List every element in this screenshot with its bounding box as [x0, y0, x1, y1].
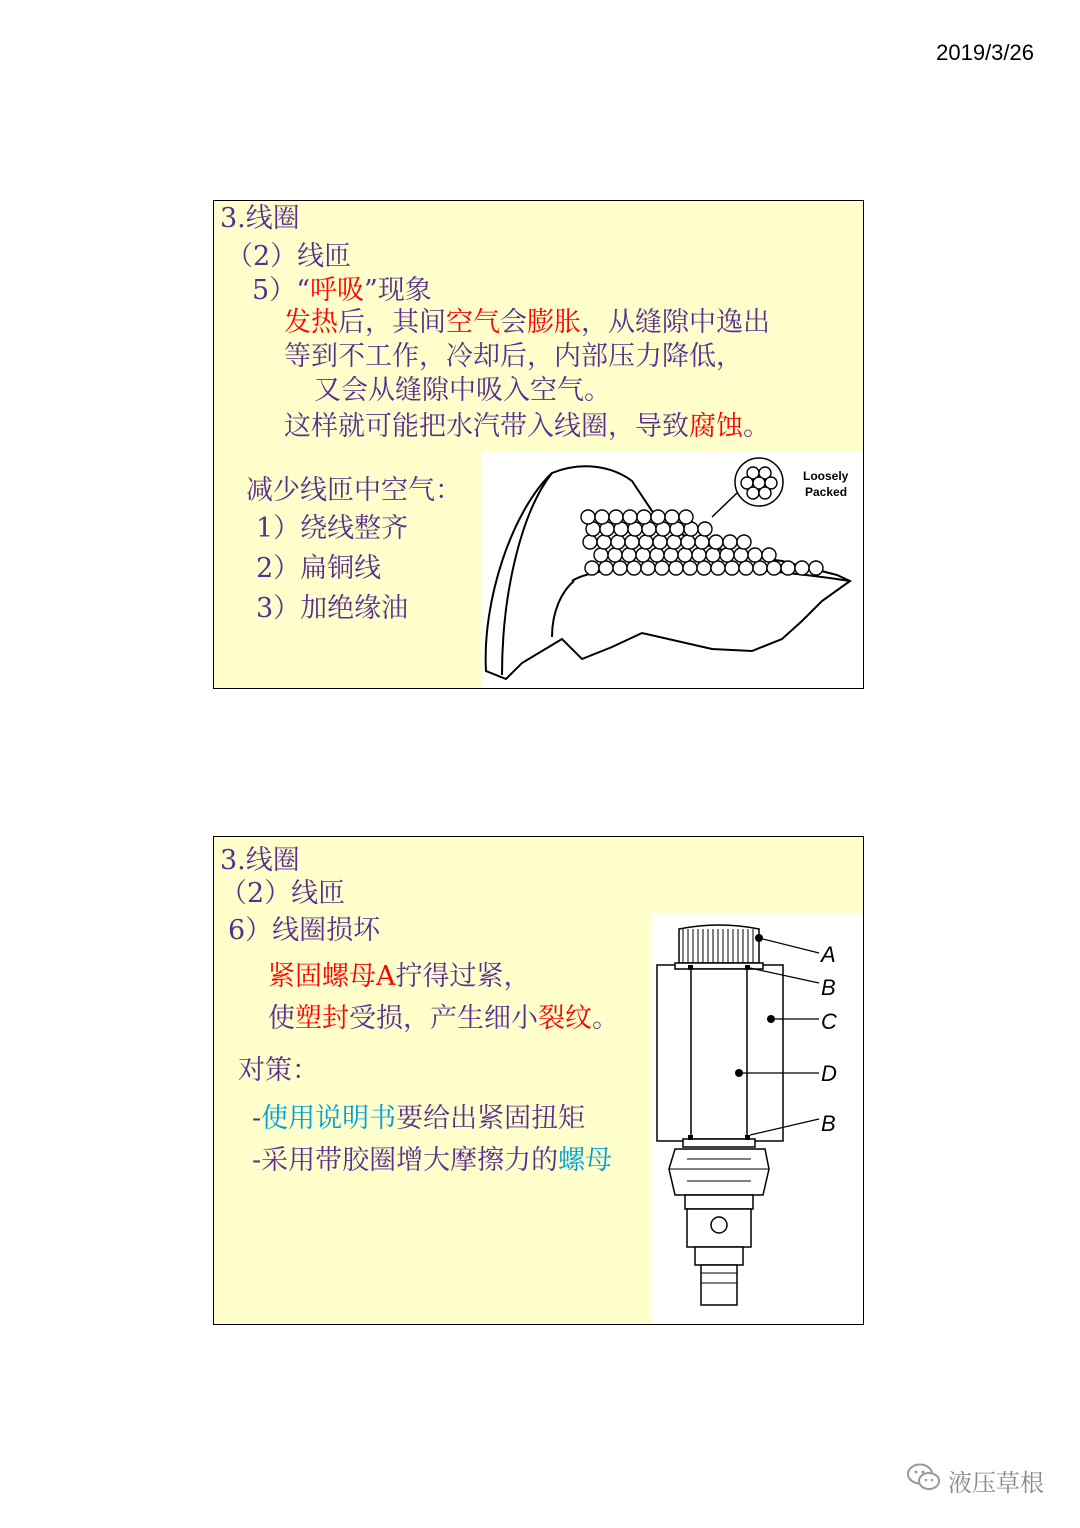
wire-strand — [608, 548, 622, 562]
wire-strand — [698, 522, 712, 536]
label-b-lower: B — [821, 1111, 836, 1136]
wire-strand — [651, 510, 665, 524]
text-line: 等到不工作，冷却后，内部压力降低， — [284, 341, 743, 372]
label-a: A — [821, 942, 836, 967]
label-b: B — [821, 975, 836, 1000]
wire-strand — [709, 535, 723, 549]
watermark — [906, 1462, 1044, 1498]
measure-item: -采用带胶圈增大摩擦力的螺母 — [252, 1145, 613, 1176]
wire-strand — [650, 548, 664, 562]
wire-strand — [711, 561, 725, 575]
wire-strand — [581, 510, 595, 524]
wire-strand — [625, 535, 639, 549]
wire-strand — [681, 535, 695, 549]
item-heading: 6）线圈损坏 — [228, 915, 381, 946]
wire-strand — [665, 510, 679, 524]
wire-strand — [809, 561, 823, 575]
slide-subtitle: （2）线匝 — [226, 241, 352, 272]
wire-strand — [641, 561, 655, 575]
wire-strand — [678, 548, 692, 562]
wire-strand — [597, 535, 611, 549]
text-line: 使塑封受损，产生细小裂纹。 — [268, 1003, 619, 1034]
list-item: 3）加绝缘油 — [256, 593, 409, 624]
list-item: 1）绕线整齐 — [256, 513, 409, 544]
reduce-title: 减少线匝中空气： — [246, 475, 462, 506]
slide-title: 3.线圈 — [220, 203, 300, 234]
wire-strand — [583, 535, 597, 549]
wire-strand — [664, 548, 678, 562]
wire-strand — [737, 535, 751, 549]
label-d: D — [821, 1061, 837, 1086]
wire-strand — [655, 561, 669, 575]
wire-strand — [613, 561, 627, 575]
wire-strand-detail — [759, 487, 771, 499]
label-c: C — [821, 1009, 837, 1034]
wire-strand — [706, 548, 720, 562]
wire-strand — [623, 510, 637, 524]
wire-strand — [795, 561, 809, 575]
coil-winding-illustration — [482, 451, 864, 689]
wire-strand — [669, 561, 683, 575]
wire-strand — [653, 535, 667, 549]
list-item: 2）扁铜线 — [256, 553, 382, 584]
wire-strand — [734, 548, 748, 562]
wire-strand — [636, 548, 650, 562]
text-line: 又会从缝隙中吸入空气。 — [314, 375, 611, 406]
wire-strand — [639, 535, 653, 549]
slide-breathing — [213, 200, 864, 689]
valve-coil-diagram — [651, 913, 864, 1325]
wire-strand — [637, 510, 651, 524]
wire-strand — [679, 510, 693, 524]
wire-strand — [609, 510, 623, 524]
slide-coil-damage — [213, 836, 864, 1325]
wire-strand — [720, 548, 734, 562]
packed-label: Packed — [805, 485, 848, 499]
watermark-text: 液压草根 — [948, 1468, 1044, 1497]
text-line: 这样就可能把水汽带入线圈，导致腐蚀。 — [284, 411, 770, 442]
wire-strand — [753, 561, 767, 575]
wire-strand — [748, 548, 762, 562]
wechat-icon — [906, 1462, 942, 1498]
wire-strand — [599, 561, 613, 575]
wire-strand — [585, 561, 599, 575]
wire-strand — [725, 561, 739, 575]
wire-strand — [692, 548, 706, 562]
item-heading: 5）“呼吸”现象 — [252, 275, 432, 306]
wire-strand — [622, 548, 636, 562]
wire-strand-detail — [747, 487, 759, 499]
wire-strand — [697, 561, 711, 575]
wire-strand — [594, 548, 608, 562]
wire-strand — [739, 561, 753, 575]
wire-strand — [767, 561, 781, 575]
text-line: 发热后，其间空气会膨胀，从缝隙中逸出 — [284, 307, 770, 338]
date-stamp: 2019/3/26 — [936, 40, 1034, 65]
wire-strand — [695, 535, 709, 549]
loosely-label: Loosely — [803, 469, 849, 483]
text-line: 紧固螺母A拧得过紧， — [268, 961, 531, 992]
wire-strand — [595, 510, 609, 524]
wire-strand — [723, 535, 737, 549]
slide-title: 3.线圈 — [220, 845, 300, 876]
measure-item: -使用说明书要给出紧固扭矩 — [252, 1103, 586, 1134]
wire-strand — [762, 548, 776, 562]
slide-subtitle: （2）线匝 — [220, 878, 346, 909]
countermeasure-title: 对策： — [238, 1055, 319, 1086]
wire-strand — [627, 561, 641, 575]
wire-strand — [611, 535, 625, 549]
wire-strand — [683, 561, 697, 575]
wire-strand — [781, 561, 795, 575]
wire-strand — [667, 535, 681, 549]
